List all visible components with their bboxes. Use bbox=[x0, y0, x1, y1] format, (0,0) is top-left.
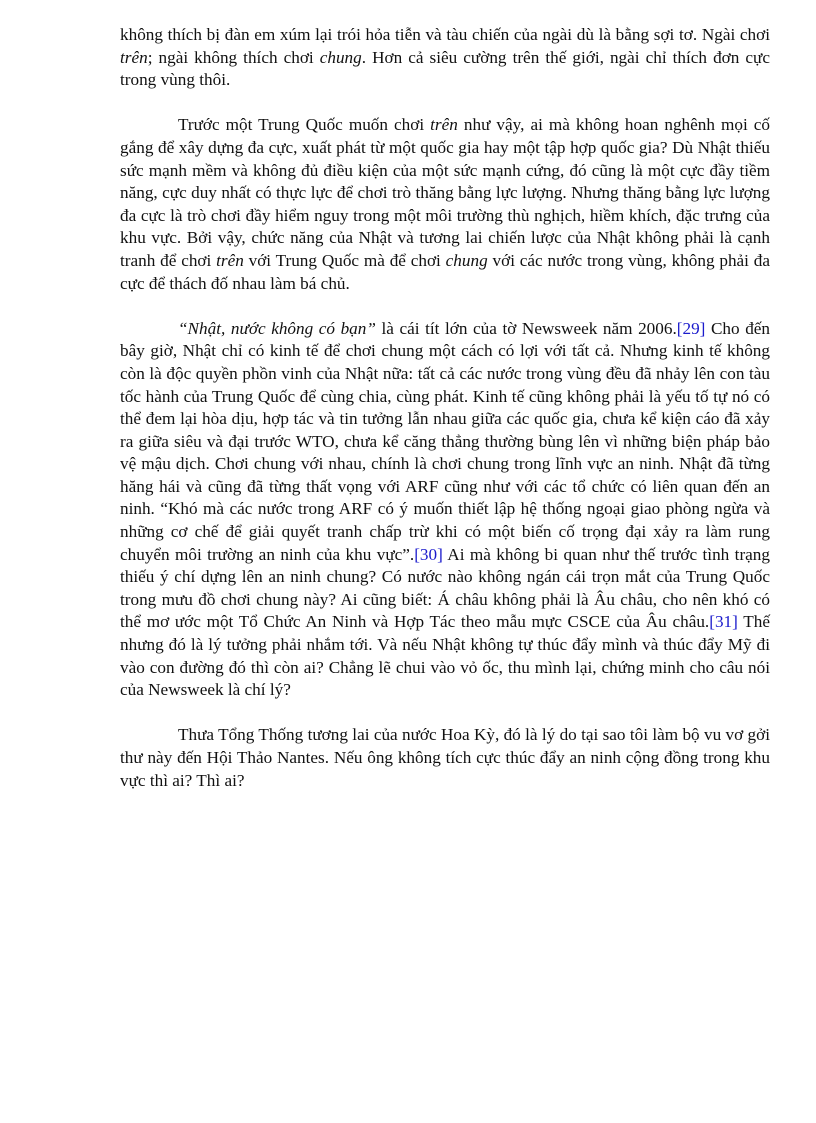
paragraph-4 bbox=[120, 724, 770, 792]
paragraph-1 bbox=[120, 24, 770, 92]
text-run: với các nước trong vùng, không phải đa cực để thách đố nhau làm bá chủ. bbox=[120, 250, 770, 293]
text-run: Thế nhưng đó là lý tưởng phải nhắm tới. Và nếu Nhật không tự thúc đẩy mình và thúc đẩy Mỹ đi vào con đường đó thì còn ai? Chẳng lẽ chui vào vỏ ốc, thu mình lại, chứng minh cho câu nói của Newsweek là chí lý? bbox=[120, 612, 770, 700]
emphasis-text: chung bbox=[445, 250, 488, 270]
text-run: ; ngài không thích chơi bbox=[147, 47, 320, 67]
paragraph-3 bbox=[120, 318, 770, 702]
paragraph-2 bbox=[120, 114, 770, 295]
emphasis-text: trên bbox=[430, 115, 458, 135]
emphasis-text: chung bbox=[319, 47, 362, 67]
text-run: Ai mà không bi quan như thế trước tình trạng thiếu ý chí dựng lên an ninh chung? Có nước nào không ngán cái trọn mắt của Trung Quốc trong mưu đồ chơi chung này? Ai cũng biết: Á châu không phải là Âu châu, cho nên khó có thể mơ ước một Tổ Chức An Ninh và Hợp Tác theo mẫu mực CSCE của Âu châu. bbox=[120, 544, 770, 632]
text-run: Trước một Trung Quốc muốn chơi bbox=[178, 115, 431, 135]
text-run: Thưa Tổng Thống tương lai của nước Hoa Kỳ, đó là lý do tại sao tôi làm bộ vu vơ gởi thư này đến Hội Thảo Nantes. Nếu ông không tích cực thúc đẩy an ninh cộng đồng trong khu vực thì ai? Thì ai? bbox=[120, 725, 770, 790]
emphasis-text: trên bbox=[216, 250, 244, 270]
footnote-link[interactable]: [30] bbox=[414, 544, 443, 564]
footnote-link[interactable]: [29] bbox=[676, 318, 706, 338]
text-run: Cho đến bây giờ, Nhật chỉ có kinh tế để chơi chung một cách có lợi với tất cả. Nhưng kinh tế không còn là độc quyền phồn vinh của Nhật nữa: tất cả các nước trong vùng đều đã nhảy lên con tàu tốc hành của Trung Quốc để cùng chia, cùng phát. Kinh tế cũng không phải là yếu tố tự nó có thể đem lại hòa dịu, hợp tác và tin tưởng lẫn nhau giữa các quốc gia, chưa kể kiện cáo đã xảy ra giữa siêu và đại trước WTO, chưa kể căng thẳng thường bùng lên vì những biện pháp bảo vệ mậu dịch. Chơi chung với nhau, chính là chơi chung trong lĩnh vực an ninh. Nhật đã từng hăng hái và cũng đã từng thất vọng với ARF cũng như với các tổ chức có liên quan đến an ninh. “Khó mà các nước trong ARF có ý muốn thiết lập hệ thống ngoại giao phòng ngừa và những cơ chế để giải quyết tranh chấp trừ khi có một biến cố trọng đại xảy ra làm rung chuyển môi trường an ninh của khu vực”. bbox=[120, 318, 771, 564]
text-run: là cái tít lớn của tờ Newsweek năm 2006. bbox=[375, 318, 677, 338]
emphasis-text: “Nhật, nước không có bạn” bbox=[178, 318, 376, 338]
text-run: . Hơn cả siêu cường trên thế giới, ngài chỉ thích đơn cực trong vùng thôi. bbox=[120, 47, 770, 90]
footnote-link[interactable]: [31] bbox=[709, 612, 738, 632]
document-page bbox=[120, 24, 770, 815]
text-run: như vậy, ai mà không hoan nghênh mọi cố gắng để xây dựng đa cực, xuất phát từ một quốc gia hay một tập hợp quốc gia? Dù Nhật thiếu sức mạnh mềm và không đủ điều kiện của một sức mạnh cứng, đó cũng là một cực đầy tiềm năng, cực duy nhất có thực lực để chơi trò thăng bằng lực lượng. Nhưng thăng bằng lực lượng đa cực là trò chơi đầy hiểm nguy trong một môi trường thù nghịch, hiềm khích, đặc trưng của khu vực. Bởi vậy, chức năng của Nhật và tương lai chiến lược của Nhật không phải là cạnh tranh để chơi bbox=[120, 115, 770, 270]
text-run: không thích bị đàn em xúm lại trói hỏa tiễn và tàu chiến của ngài dù là bằng sợi tơ. Ngài chơi bbox=[120, 25, 770, 44]
emphasis-text: trên bbox=[120, 47, 148, 67]
text-run: với Trung Quốc mà để chơi bbox=[243, 250, 446, 270]
